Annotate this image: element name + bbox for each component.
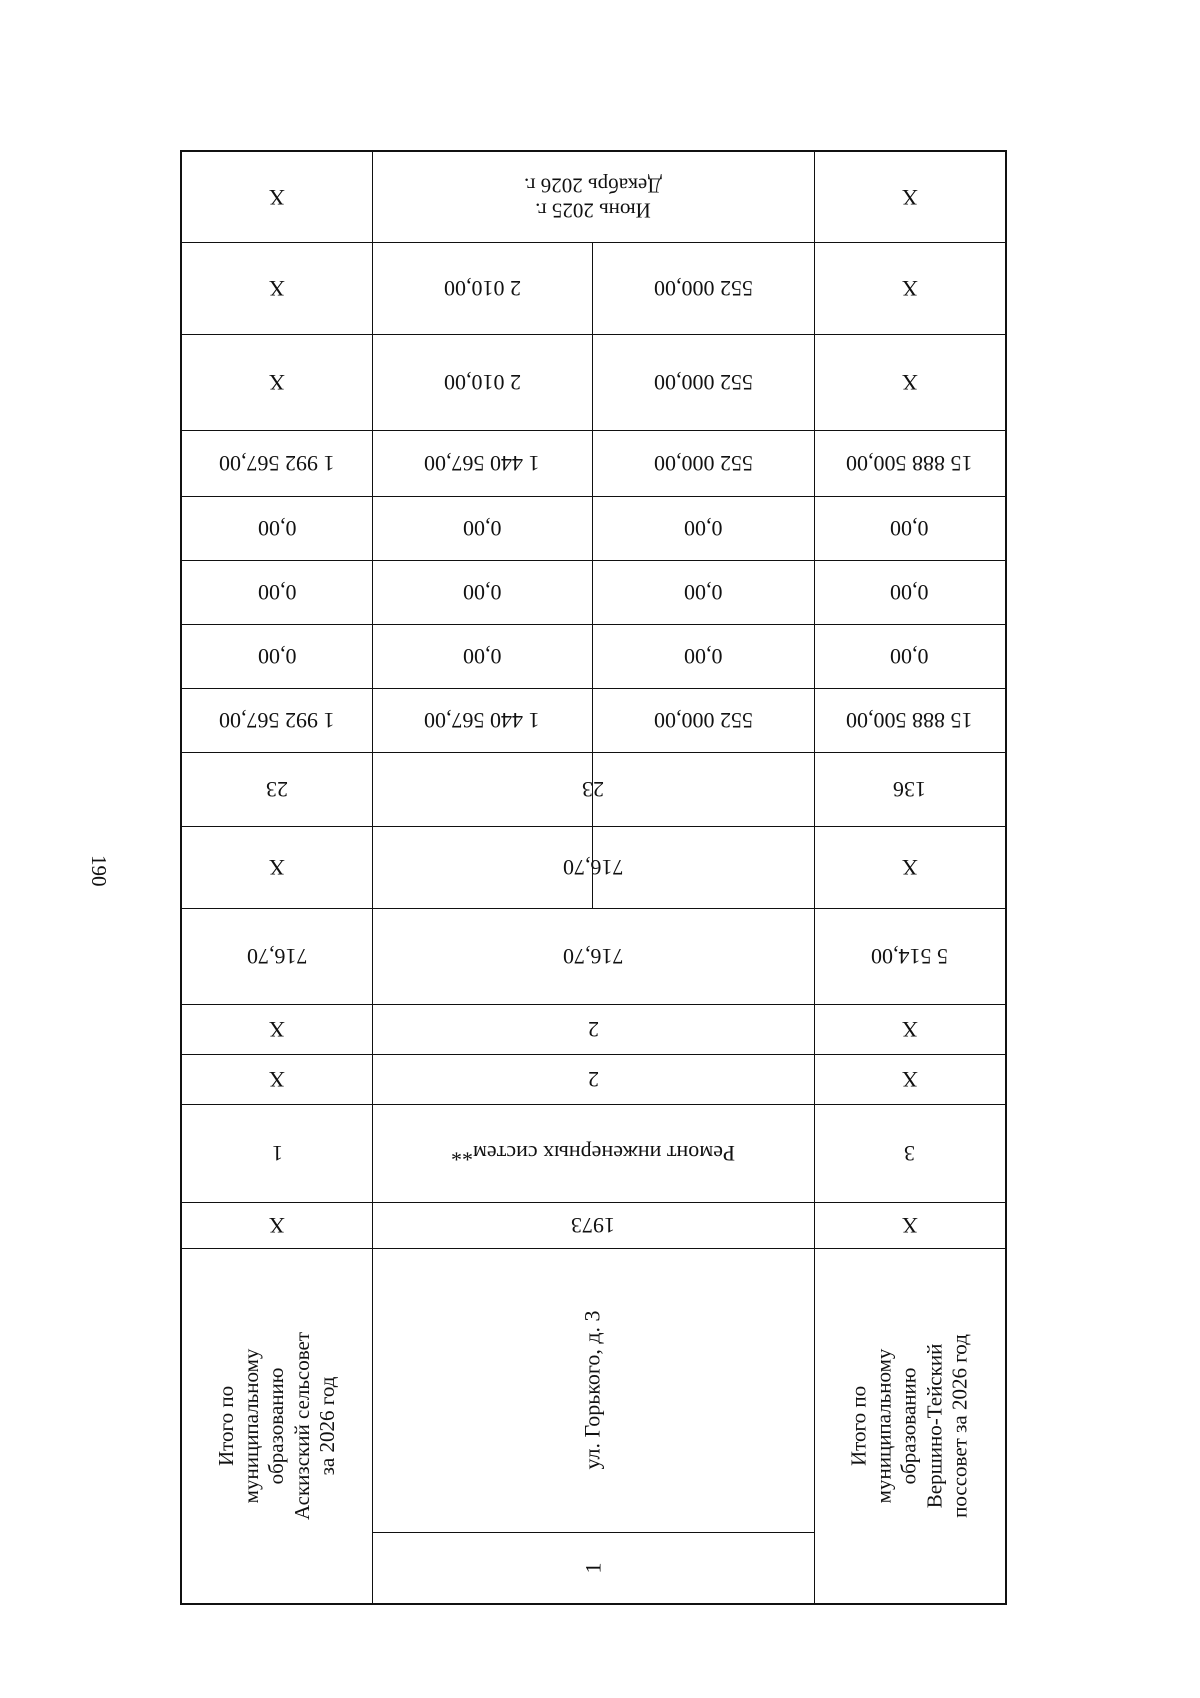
sub-b-unit-cost: 552 000,00 bbox=[653, 370, 753, 395]
gorkogo-period-cell bbox=[372, 152, 814, 242]
asky-residents: 23 bbox=[266, 777, 288, 802]
vershino-residents: 136 bbox=[893, 777, 926, 802]
sub-a-fund-local: 0,00 bbox=[462, 516, 502, 541]
period-end: Декабрь 2026 г. bbox=[524, 173, 662, 197]
sub-b-cost-total: 552 000,00 bbox=[653, 708, 753, 733]
gorkogo-area-living: 716,70 bbox=[562, 855, 624, 880]
asky-area-total: 716,70 bbox=[246, 944, 308, 969]
vershino-fund-local: 0,00 bbox=[890, 516, 929, 541]
page-number: 190 bbox=[87, 855, 111, 887]
sub-a-fund-owners: 1 440 567,00 bbox=[424, 451, 540, 476]
asky-c5: X bbox=[269, 1017, 285, 1042]
asky-area-living: X bbox=[269, 855, 285, 880]
sub-a-fund-subject: 0,00 bbox=[462, 580, 502, 605]
asky-period-cell: X bbox=[269, 185, 285, 210]
sub-a-cost-total: 1 440 567,00 bbox=[424, 708, 540, 733]
sub-a-fund-fkr: 0,00 bbox=[462, 644, 502, 669]
sub-b-fund-fkr: 0,00 bbox=[683, 644, 723, 669]
asky-fund-owners: 1 992 567,00 bbox=[219, 451, 335, 476]
sub-b-fund-local: 0,00 bbox=[683, 516, 723, 541]
vershino-area-total: 5 514,00 bbox=[871, 944, 948, 969]
asky-limit-cost: X bbox=[269, 276, 285, 301]
gorkogo-residents: 23 bbox=[582, 777, 604, 802]
sub-b-fund-subject: 0,00 bbox=[683, 580, 723, 605]
vershino-fund-owners: 15 888 500,00 bbox=[846, 451, 973, 476]
sub-b-limit-cost: 552 000,00 bbox=[653, 276, 753, 301]
vershino-area-living: X bbox=[901, 855, 918, 880]
vershino-limit-cost: X bbox=[901, 276, 918, 301]
asky-unit-cost: X bbox=[269, 370, 285, 395]
vershino-cost-total: 15 888 500,00 bbox=[846, 708, 973, 733]
period-start: Июнь 2025 г. bbox=[535, 198, 651, 223]
asky-work-count: 1 bbox=[271, 1141, 283, 1166]
sub-b-fund-owners: 552 000,00 bbox=[653, 451, 753, 476]
vershino-c5: X bbox=[901, 1017, 918, 1042]
gorkogo-address: ул. Горького, д. 3 bbox=[579, 1310, 605, 1470]
gorkogo-c5: 2 bbox=[587, 1017, 599, 1042]
vershino-year: X bbox=[901, 1213, 918, 1238]
gorkogo-area-total: 716,70 bbox=[562, 944, 624, 969]
gorkogo-c4: 2 bbox=[587, 1067, 599, 1092]
sub-a-limit-cost: 2 010,00 bbox=[443, 276, 521, 301]
gorkogo-year: 1973 bbox=[571, 1213, 615, 1238]
vershino-fund-subject: 0,00 bbox=[890, 580, 929, 605]
asky-total-label: Итого по муниципальному образованию Аскизский сельсовет за 2026 год bbox=[214, 1331, 339, 1520]
vershino-c4: X bbox=[901, 1067, 918, 1092]
gorkogo-work-type: Ремонт инженерных систем** bbox=[451, 1141, 735, 1166]
asky-fund-subject: 0,00 bbox=[257, 580, 297, 605]
asky-year: X bbox=[269, 1213, 285, 1238]
asky-fund-local: 0,00 bbox=[257, 516, 297, 541]
vershino-work-count: 3 bbox=[904, 1141, 915, 1166]
vershino-total-label: Итого по муниципальному образованию Вершино-Тейский поссовет за 2026 год bbox=[846, 1333, 972, 1518]
works-table bbox=[180, 150, 1007, 1605]
vershino-fund-fkr: 0,00 bbox=[890, 644, 929, 669]
gorkogo-row-number: 1 bbox=[580, 1562, 605, 1573]
vershino-unit-cost: X bbox=[901, 370, 918, 395]
asky-c4: X bbox=[269, 1067, 285, 1092]
asky-fund-fkr: 0,00 bbox=[257, 644, 297, 669]
vershino-period-cell: X bbox=[901, 185, 918, 210]
asky-cost-total: 1 992 567,00 bbox=[219, 708, 335, 733]
sub-a-unit-cost: 2 010,00 bbox=[443, 370, 521, 395]
